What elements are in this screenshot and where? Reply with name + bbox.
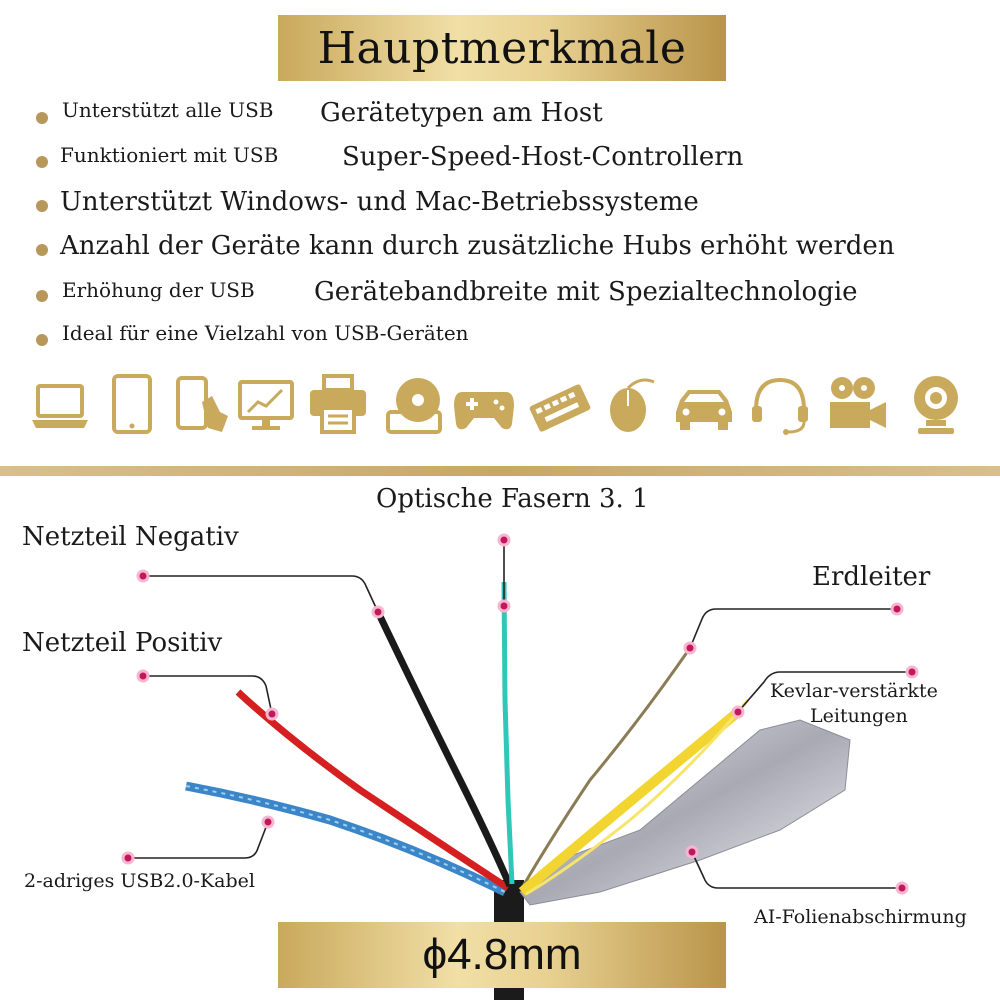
marker-dot xyxy=(138,671,148,681)
marker-dot xyxy=(138,571,148,581)
label-foil-shield: AI-Folienabschirmung xyxy=(754,906,967,928)
feature-5-part-a: Erhöhung der USB xyxy=(62,278,255,302)
feature-2-part-b: Super-Speed-Host-Controllern xyxy=(342,142,744,172)
feature-bullet xyxy=(36,290,48,302)
diameter-value: ϕ4.8mm xyxy=(422,930,582,979)
marker-dot xyxy=(897,883,907,893)
marker-dot xyxy=(267,709,277,719)
label-usb2-cable: 2-adriges USB2.0-Kabel xyxy=(24,870,255,892)
feature-3: Unterstützt Windows- und Mac-Betriebssysteme xyxy=(60,187,699,217)
feature-bullet xyxy=(36,334,48,346)
device-icons-row xyxy=(28,372,972,442)
marker-dot xyxy=(123,853,133,863)
title-banner xyxy=(278,15,726,81)
mouse-icon xyxy=(600,372,664,436)
car-icon xyxy=(672,372,736,436)
hard-drive-icon xyxy=(382,372,446,436)
marker-dot xyxy=(687,847,697,857)
feature-6: Ideal für eine Vielzahl von USB-Geräten xyxy=(62,321,469,345)
webcam-icon xyxy=(904,372,968,436)
marker-dot xyxy=(263,817,273,827)
headset-icon xyxy=(748,372,812,436)
printer-icon xyxy=(306,372,370,436)
marker-dot xyxy=(499,535,509,545)
video-camera-icon xyxy=(824,372,888,436)
marker-dot xyxy=(373,607,383,617)
marker-dot xyxy=(892,604,902,614)
label-ground: Erdleiter xyxy=(812,562,931,592)
label-power-positive: Netzteil Positiv xyxy=(22,628,223,658)
feature-5-part-b: Gerätebandbreite mit Spezialtechnologie xyxy=(314,277,858,307)
feature-1-part-a: Unterstützt alle USB xyxy=(62,98,274,122)
marker-dot xyxy=(907,667,917,677)
optical-fiber xyxy=(504,582,512,884)
tablet-icon xyxy=(100,372,164,436)
feature-1-part-b: Gerätetypen am Host xyxy=(320,98,603,128)
phone-touch-icon xyxy=(172,372,236,436)
diameter-banner xyxy=(278,922,726,988)
label-power-negative: Netzteil Negativ xyxy=(22,522,239,552)
section-divider xyxy=(0,466,1000,476)
page-title: Hauptmerkmale xyxy=(317,22,687,74)
marker-dot xyxy=(733,707,743,717)
gamepad-icon xyxy=(452,372,516,436)
feature-bullet xyxy=(36,112,48,124)
monitor-chart-icon xyxy=(234,372,298,436)
label-optical-fibers: Optische Fasern 3. 1 xyxy=(376,484,649,514)
label-kevlar-line-1: Kevlar-verstärkte xyxy=(770,680,938,702)
laptop-icon xyxy=(28,372,92,436)
label-kevlar-line-2: Leitungen xyxy=(810,705,908,727)
feature-2-part-a: Funktioniert mit USB xyxy=(60,143,279,167)
feature-4: Anzahl der Geräte kann durch zusätzliche Hubs erhöht werden xyxy=(60,231,895,261)
feature-bullet xyxy=(36,244,48,256)
feature-bullet xyxy=(36,200,48,212)
marker-dot xyxy=(685,643,695,653)
keyboard-icon xyxy=(528,372,592,436)
marker-dot xyxy=(499,601,509,611)
feature-bullet xyxy=(36,156,48,168)
